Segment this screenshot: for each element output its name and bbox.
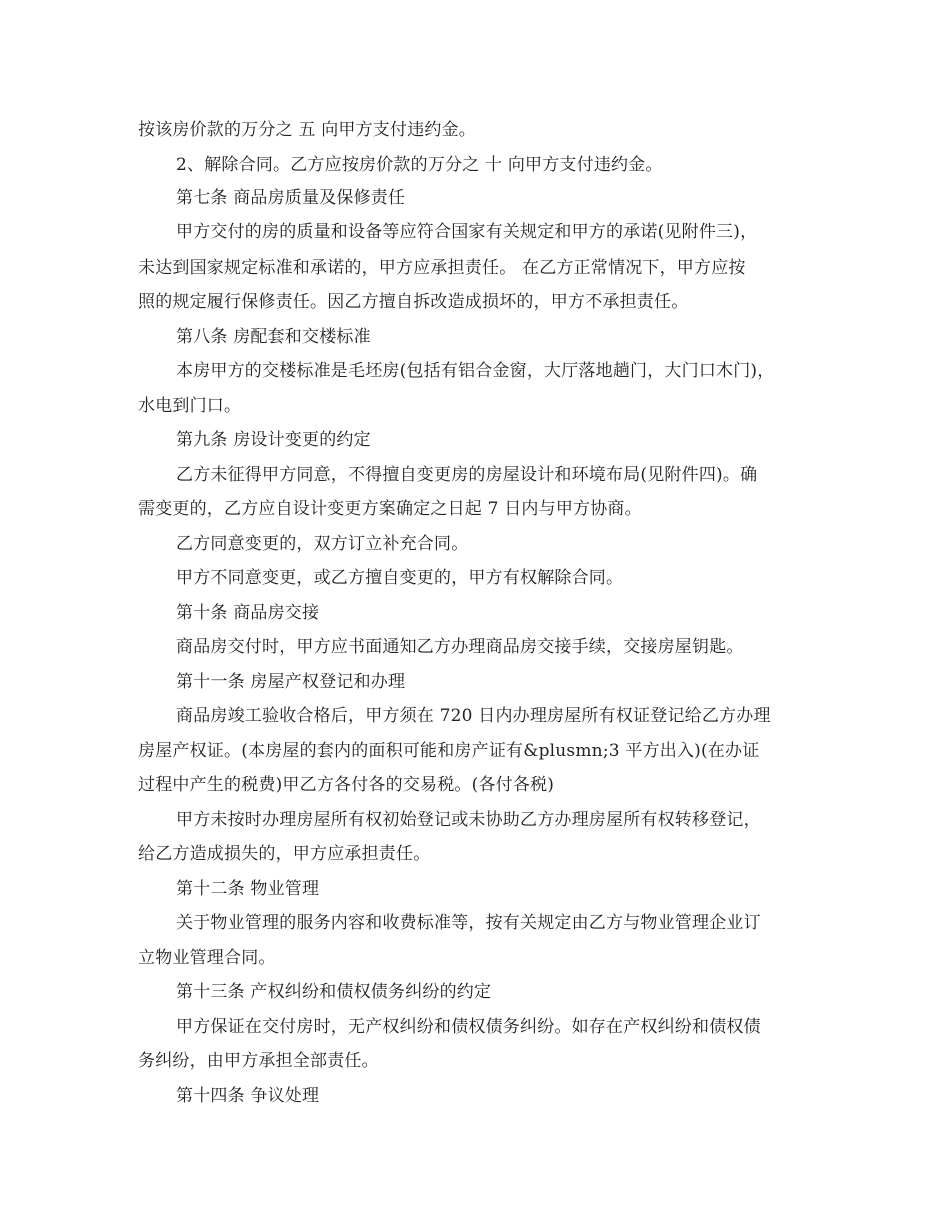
text-line: 甲方不同意变更，或乙方擅自变更的，甲方有权解除合同。 <box>176 568 624 588</box>
text-line: 甲方保证在交付房时，无产权纠纷和债权债务纠纷。如存在产权纠纷和债权债 <box>176 1017 761 1037</box>
text-line: 水电到门口。 <box>138 396 242 416</box>
text-line: 甲方未按时办理房屋所有权初始登记或未协助乙方办理房屋所有权转移登记， <box>176 810 761 830</box>
text-line: 本房甲方的交楼标准是毛坯房(包括有铝合金窗，大厅落地趟门，大门口木门)， <box>176 361 775 381</box>
text-line: 关于物业管理的服务内容和收费标准等，按有关规定由乙方与物业管理企业订 <box>176 913 761 933</box>
text-line: 2、解除合同。乙方应按房价款的万分之 十 向甲方支付违约金。 <box>176 155 663 175</box>
text-line: 甲方交付的房的质量和设备等应符合国家有关规定和甲方的承诺(见附件三)， <box>176 222 758 242</box>
text-line: 照的规定履行保修责任。因乙方擅自拆改造成损坏的，甲方不承担责任。 <box>138 292 689 312</box>
text-line: 务纠纷，由甲方承担全部责任。 <box>138 1051 379 1071</box>
text-line: 过程中产生的税费)甲乙方各付各的交易税。(各付各税) <box>138 775 555 795</box>
section-heading: 第七条 商品房质量及保修责任 <box>176 188 406 208</box>
section-heading: 第十一条 房屋产权登记和办理 <box>176 672 406 692</box>
section-heading: 第十三条 产权纠纷和债权债务纠纷的约定 <box>176 982 492 1002</box>
text-line: 未达到国家规定标准和承诺的，甲方应承担责任。 在乙方正常情况下，甲方应按 <box>138 258 746 278</box>
text-line: 给乙方造成损失的，甲方应承担责任。 <box>138 844 431 864</box>
text-line: 商品房交付时，甲方应书面通知乙方办理商品房交接手续，交接房屋钥匙。 <box>176 637 744 657</box>
text-line: 需变更的，乙方应自设计变更方案确定之日起 7 日内与甲方协商。 <box>138 499 642 519</box>
section-heading: 第十条 商品房交接 <box>176 603 320 623</box>
section-heading: 第十二条 物业管理 <box>176 879 320 899</box>
text-line: 立物业管理合同。 <box>138 948 276 968</box>
text-line: 乙方同意变更的，双方订立补充合同。 <box>176 534 469 554</box>
text-line: 商品房竣工验收合格后，甲方须在 720 日内办理房屋所有权证登记给乙方办理 <box>176 706 771 726</box>
text-line: 乙方未征得甲方同意，不得擅自变更房的房屋设计和环境布局(见附件四)。确 <box>176 465 758 485</box>
section-heading: 第十四条 争议处理 <box>176 1086 320 1106</box>
section-heading: 第八条 房配套和交楼标准 <box>176 327 371 347</box>
section-heading: 第九条 房设计变更的约定 <box>176 430 371 450</box>
text-line: 房屋产权证。(本房屋的套内的面积可能和房产证有&plusmn;3 平方出入)(在办证 <box>138 741 760 761</box>
text-line: 按该房价款的万分之 五 向甲方支付违约金。 <box>138 120 477 140</box>
